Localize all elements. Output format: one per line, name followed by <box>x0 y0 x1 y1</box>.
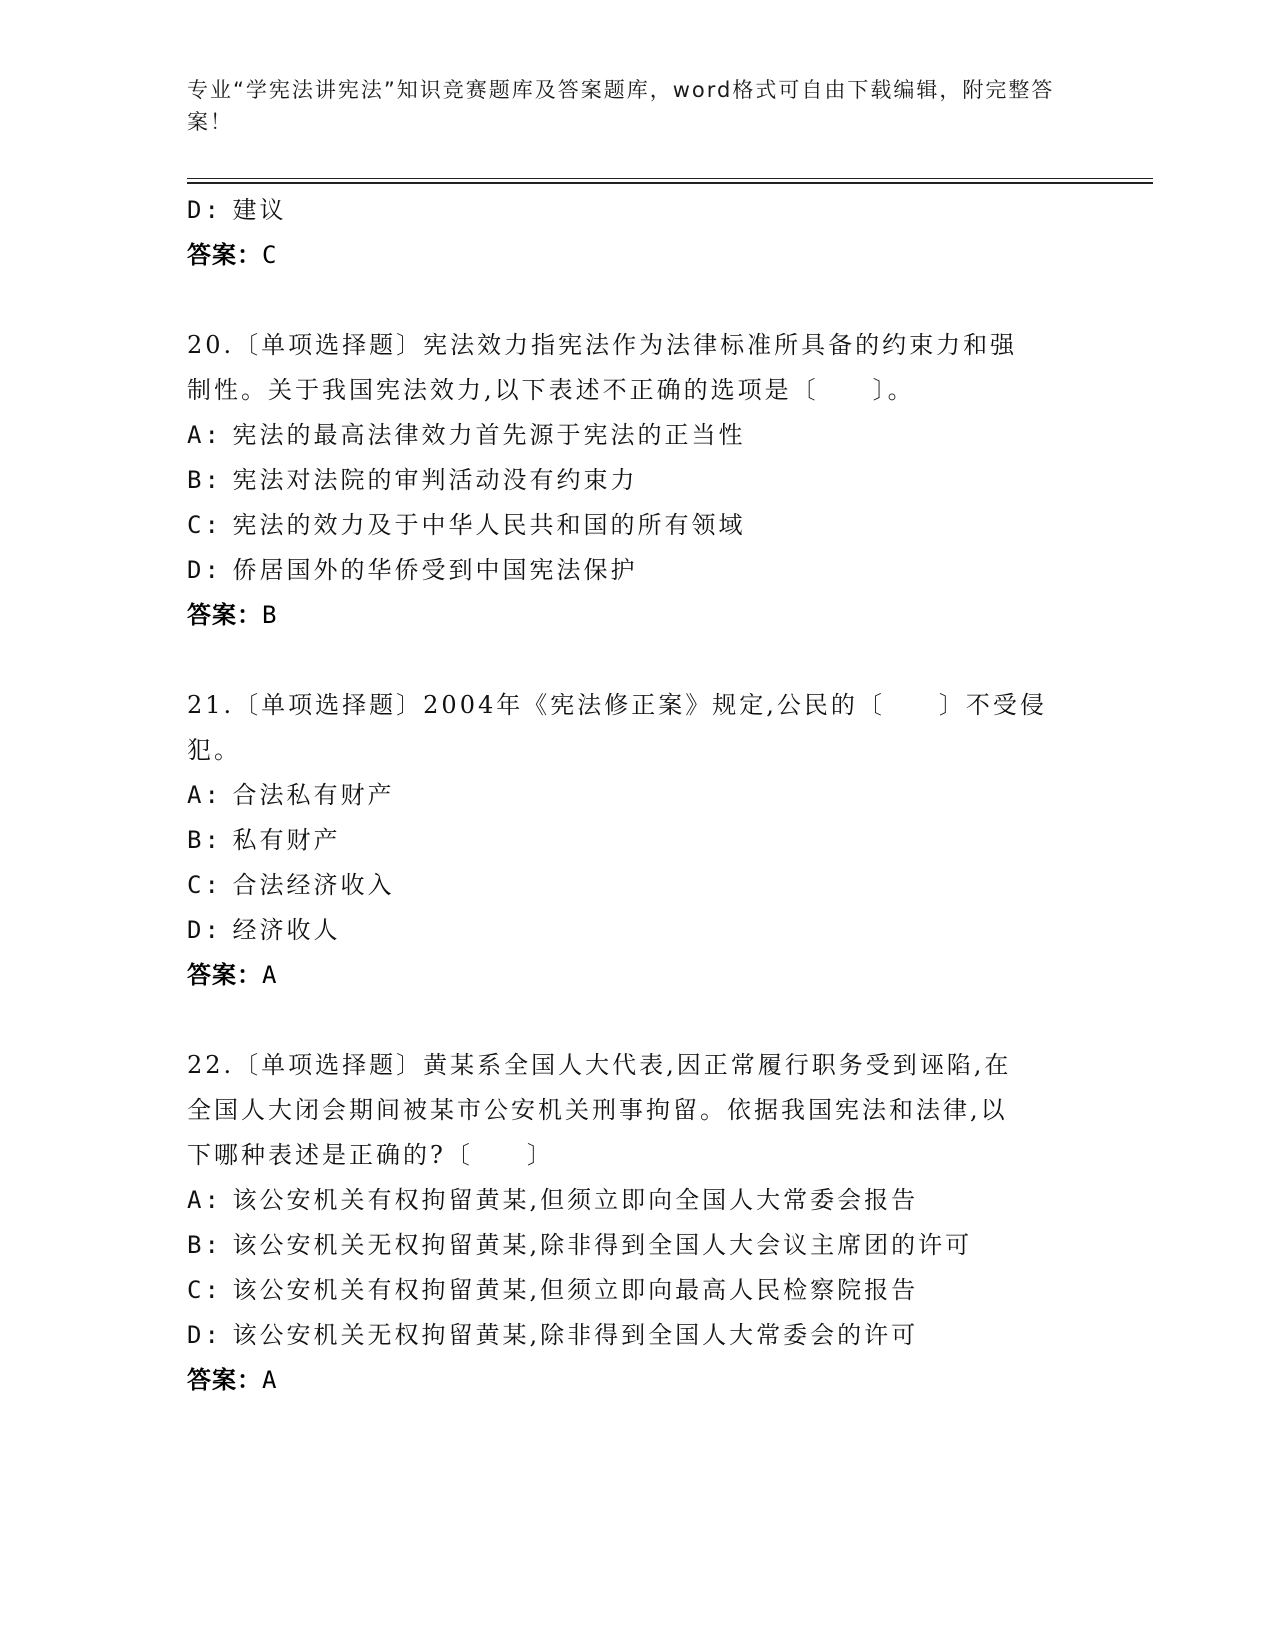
option-text: 该公安机关无权拘留黄某,除非得到全国人大会议主席团的许可 <box>232 1231 973 1259</box>
option-text: 该公安机关有权拘留黄某,但须立即向全国人大常委会报告 <box>232 1186 919 1214</box>
option-letter: B: <box>187 826 222 854</box>
answer-value: A <box>262 961 278 989</box>
option-line <box>187 1223 1087 1268</box>
option-letter: A: <box>187 421 222 449</box>
option-line <box>187 1268 1087 1313</box>
answer-line <box>187 593 1087 638</box>
answer-value: B <box>262 601 278 629</box>
option-text: 合法经济收入 <box>232 871 395 899</box>
option-text: 侨居国外的华侨受到中国宪法保护 <box>232 556 638 584</box>
option-text: 私有财产 <box>232 826 341 854</box>
answer-label: 答案： <box>187 601 262 629</box>
option-letter: B: <box>187 1231 222 1259</box>
answer-value: A <box>262 1366 278 1394</box>
option-line <box>187 458 1087 503</box>
spacer <box>187 278 1087 323</box>
question-stem-line: 全国人大闭会期间被某市公安机关刑事拘留。依据我国宪法和法律,以 <box>187 1096 1008 1124</box>
option-text: 宪法的最高法律效力首先源于宪法的正当性 <box>232 421 746 449</box>
option-letter: D: <box>187 1321 222 1349</box>
answer-label: 答案： <box>187 961 262 989</box>
option-letter: D: <box>187 916 222 944</box>
answer-label: 答案： <box>187 1366 262 1394</box>
answer-line <box>187 1358 1087 1403</box>
option-letter: C: <box>187 871 222 899</box>
header-rule-thick <box>187 182 1153 184</box>
option-letter: C: <box>187 1276 222 1304</box>
option-line <box>187 548 1087 593</box>
option-line <box>187 413 1087 458</box>
option-line <box>187 773 1087 818</box>
option-line <box>187 1178 1087 1223</box>
option-letter: C: <box>187 511 222 539</box>
question-stem <box>187 1043 1087 1178</box>
option-text: 该公安机关有权拘留黄某,但须立即向最高人民检察院报告 <box>232 1276 919 1304</box>
option-line <box>187 503 1087 548</box>
answer-line <box>187 233 1087 278</box>
answer-line <box>187 953 1087 998</box>
answer-label: 答案： <box>187 241 262 269</box>
option-line <box>187 863 1087 908</box>
option-letter: B: <box>187 466 222 494</box>
option-text: 经济收人 <box>232 916 341 944</box>
option-line <box>187 188 1087 233</box>
question-stem-line: 20.〔单项选择题〕宪法效力指宪法作为法律标准所具备的约束力和强 <box>187 331 1018 359</box>
option-text: 该公安机关无权拘留黄某,除非得到全国人大常委会的许可 <box>232 1321 919 1349</box>
option-text: 宪法对法院的审判活动没有约束力 <box>232 466 638 494</box>
option-line <box>187 818 1087 863</box>
option-text: 宪法的效力及于中华人民共和国的所有领域 <box>232 511 746 539</box>
question-stem-line: 制性。关于我国宪法效力,以下表述不正确的选项是〔 〕。 <box>187 376 915 404</box>
question-stem <box>187 323 1087 413</box>
answer-value: C <box>262 241 278 269</box>
header-rule-thin <box>187 178 1153 179</box>
option-letter: A: <box>187 781 222 809</box>
option-line <box>187 1313 1087 1358</box>
page-header: 专业“学宪法讲宪法”知识竞赛题库及答案题库，word格式可自由下载编辑，附完整答案！ <box>187 78 1055 134</box>
spacer <box>187 998 1087 1043</box>
question-stem-line: 犯。 <box>187 736 241 764</box>
option-line <box>187 908 1087 953</box>
option-letter: A: <box>187 1186 222 1214</box>
question-stem <box>187 683 1087 773</box>
question-content <box>187 188 1087 1403</box>
spacer <box>187 638 1087 683</box>
option-letter: D: <box>187 196 222 224</box>
option-text: 合法私有财产 <box>232 781 395 809</box>
option-text: 建议 <box>232 196 287 224</box>
question-stem-line: 下哪种表述是正确的?〔 〕 <box>187 1141 554 1169</box>
option-letter: D: <box>187 556 222 584</box>
question-stem-line: 21.〔单项选择题〕2004年《宪法修正案》规定,公民的〔 〕不受侵 <box>187 691 1047 719</box>
question-stem-line: 22.〔单项选择题〕黄某系全国人大代表,因正常履行职务受到诬陷,在 <box>187 1051 1012 1079</box>
